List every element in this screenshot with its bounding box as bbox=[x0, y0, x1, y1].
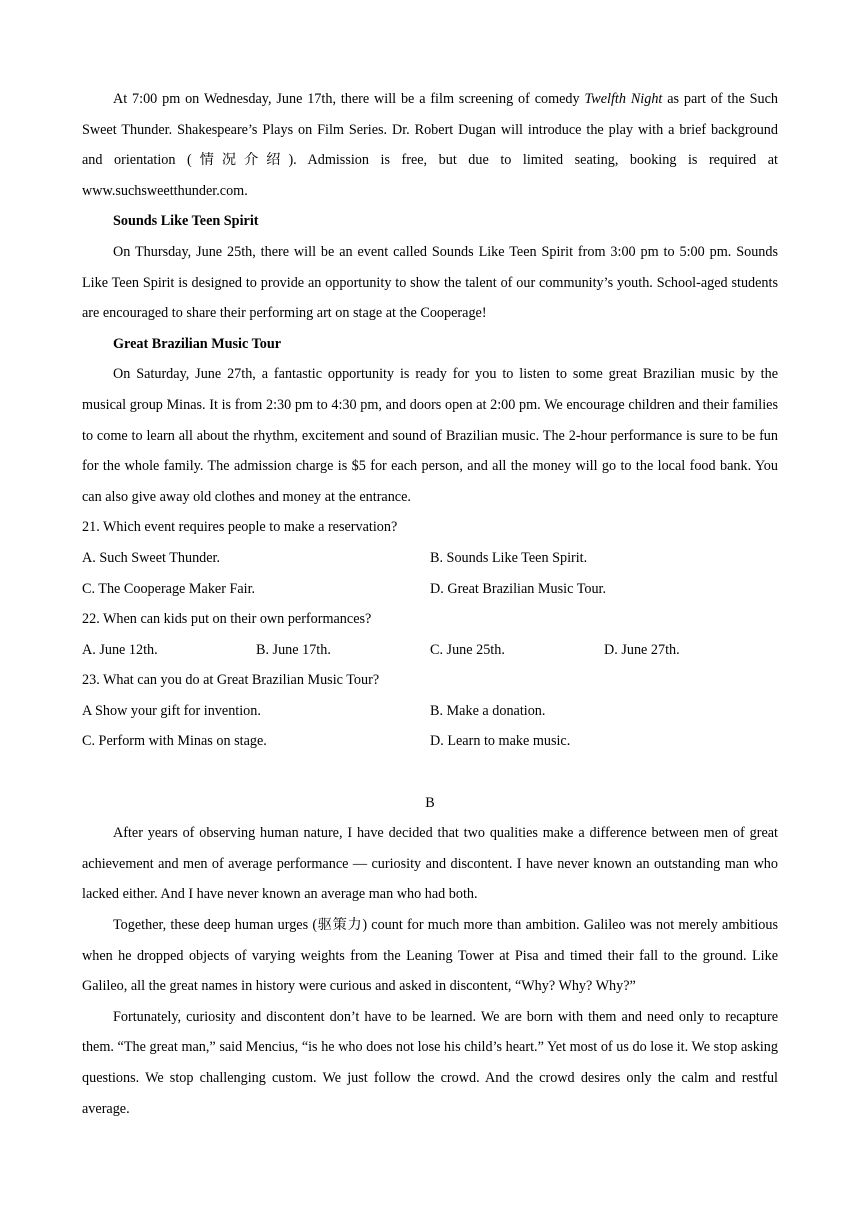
passage-b-paragraph-3: Fortunately, curiosity and discontent don’t have to be learned. We are born with them and need only to recapture them. “The great man,” said Mencius, “is he who does not lose his child’s heart.” Yet most of us do lose it. We stop asking questions. We stop challenging custom. We just follow the crowd. And the crowd desires only the calm and restful average. bbox=[82, 1008, 778, 1117]
question-22-option-c: C. June 25th. bbox=[430, 641, 505, 658]
event-intro-paragraph bbox=[82, 84, 778, 206]
question-21-option-d: D. Great Brazilian Music Tour. bbox=[430, 580, 607, 597]
section-heading-teen-spirit: Sounds Like Teen Spirit bbox=[113, 213, 259, 230]
question-22-option-a: A. June 12th. bbox=[82, 641, 158, 658]
question-21-option-b: B. Sounds Like Teen Spirit. bbox=[430, 549, 588, 566]
question-21-stem: 21. Which event requires people to make a reservation? bbox=[82, 519, 398, 536]
intro-text-start: At 7:00 pm on Wednesday, June 17th, there will be a film screening of comedy bbox=[113, 91, 585, 107]
question-21-options-row-1 bbox=[82, 543, 778, 574]
passage-b-paragraph-2: Together, these deep human urges (驱策力) count for much more than ambition. Galileo was not merely ambitious when he dropped objects of varying weights from the Leaning Tower at Pisa and timed their fall to the ground. Like Galileo, all the great names in history were curious and asked in discontent, “Why? Why? Why?” bbox=[82, 917, 778, 995]
section-heading-brazilian-tour: Great Brazilian Music Tour bbox=[113, 335, 282, 352]
document-page bbox=[82, 84, 778, 1124]
question-22-option-b: B. June 17th. bbox=[256, 641, 331, 658]
question-23-options-row-2 bbox=[82, 726, 778, 757]
question-23-option-d: D. Learn to make music. bbox=[430, 733, 571, 750]
question-23-options-row-1 bbox=[82, 696, 778, 727]
question-21-options-row-2 bbox=[82, 574, 778, 605]
question-23-stem: 23. What can you do at Great Brazilian Music Tour? bbox=[82, 672, 380, 689]
question-22-options-row bbox=[82, 635, 778, 666]
question-21-option-c: C. The Cooperage Maker Fair. bbox=[82, 580, 256, 597]
passage-b-title: B bbox=[425, 794, 435, 811]
question-23-option-b: B. Make a donation. bbox=[430, 702, 546, 719]
section-body-brazilian-tour: On Saturday, June 27th, a fantastic opportunity is ready for you to listen to some great Brazilian music by the musical group Minas. It is from 2:30 pm to 4:30 pm, and doors open at 2:00 pm. We encourage children and their families to come to learn all about the rhythm, excitement and sound of Brazilian music. The 2-hour performance is sure to be fun for the whole family. The admission charge is $5 for each person, and all the money will go to the local food bank. You can also give away old clothes and money at the entrance. bbox=[82, 366, 778, 505]
question-23-option-c: C. Perform with Minas on stage. bbox=[82, 733, 267, 750]
passage-b-paragraph-1: After years of observing human nature, I have decided that two qualities make a difference between men of great achievement and men of average performance — curiosity and discontent. I have never known an outstanding man who lacked either. And I have never known an average man who had both. bbox=[82, 825, 778, 903]
question-22-stem: 22. When can kids put on their own performances? bbox=[82, 611, 372, 628]
question-22-option-d: D. June 27th. bbox=[604, 641, 680, 658]
film-title: Twelfth Night bbox=[584, 91, 663, 107]
section-body-teen-spirit: On Thursday, June 25th, there will be an event called Sounds Like Teen Spirit from 3:00 pm to 5:00 pm. Sounds Like Teen Spirit is designed to provide an opportunity to show the talent of our community’s youth. School-aged students are encouraged to share their performing art on stage at the Cooperage! bbox=[82, 243, 778, 322]
question-21-option-a: A. Such Sweet Thunder. bbox=[82, 549, 221, 566]
intro-text-end: as part of the Such Sweet Thunder. Shakespeare’s Plays on Film Series. Dr. Robert Dugan will introduce the play with a brief background and orientation (情况介绍). Admission is free, but due to limited seating, booking is required at www.suchsweetthunder.com. bbox=[82, 91, 778, 199]
question-23-option-a: A Show your gift for invention. bbox=[82, 702, 261, 719]
